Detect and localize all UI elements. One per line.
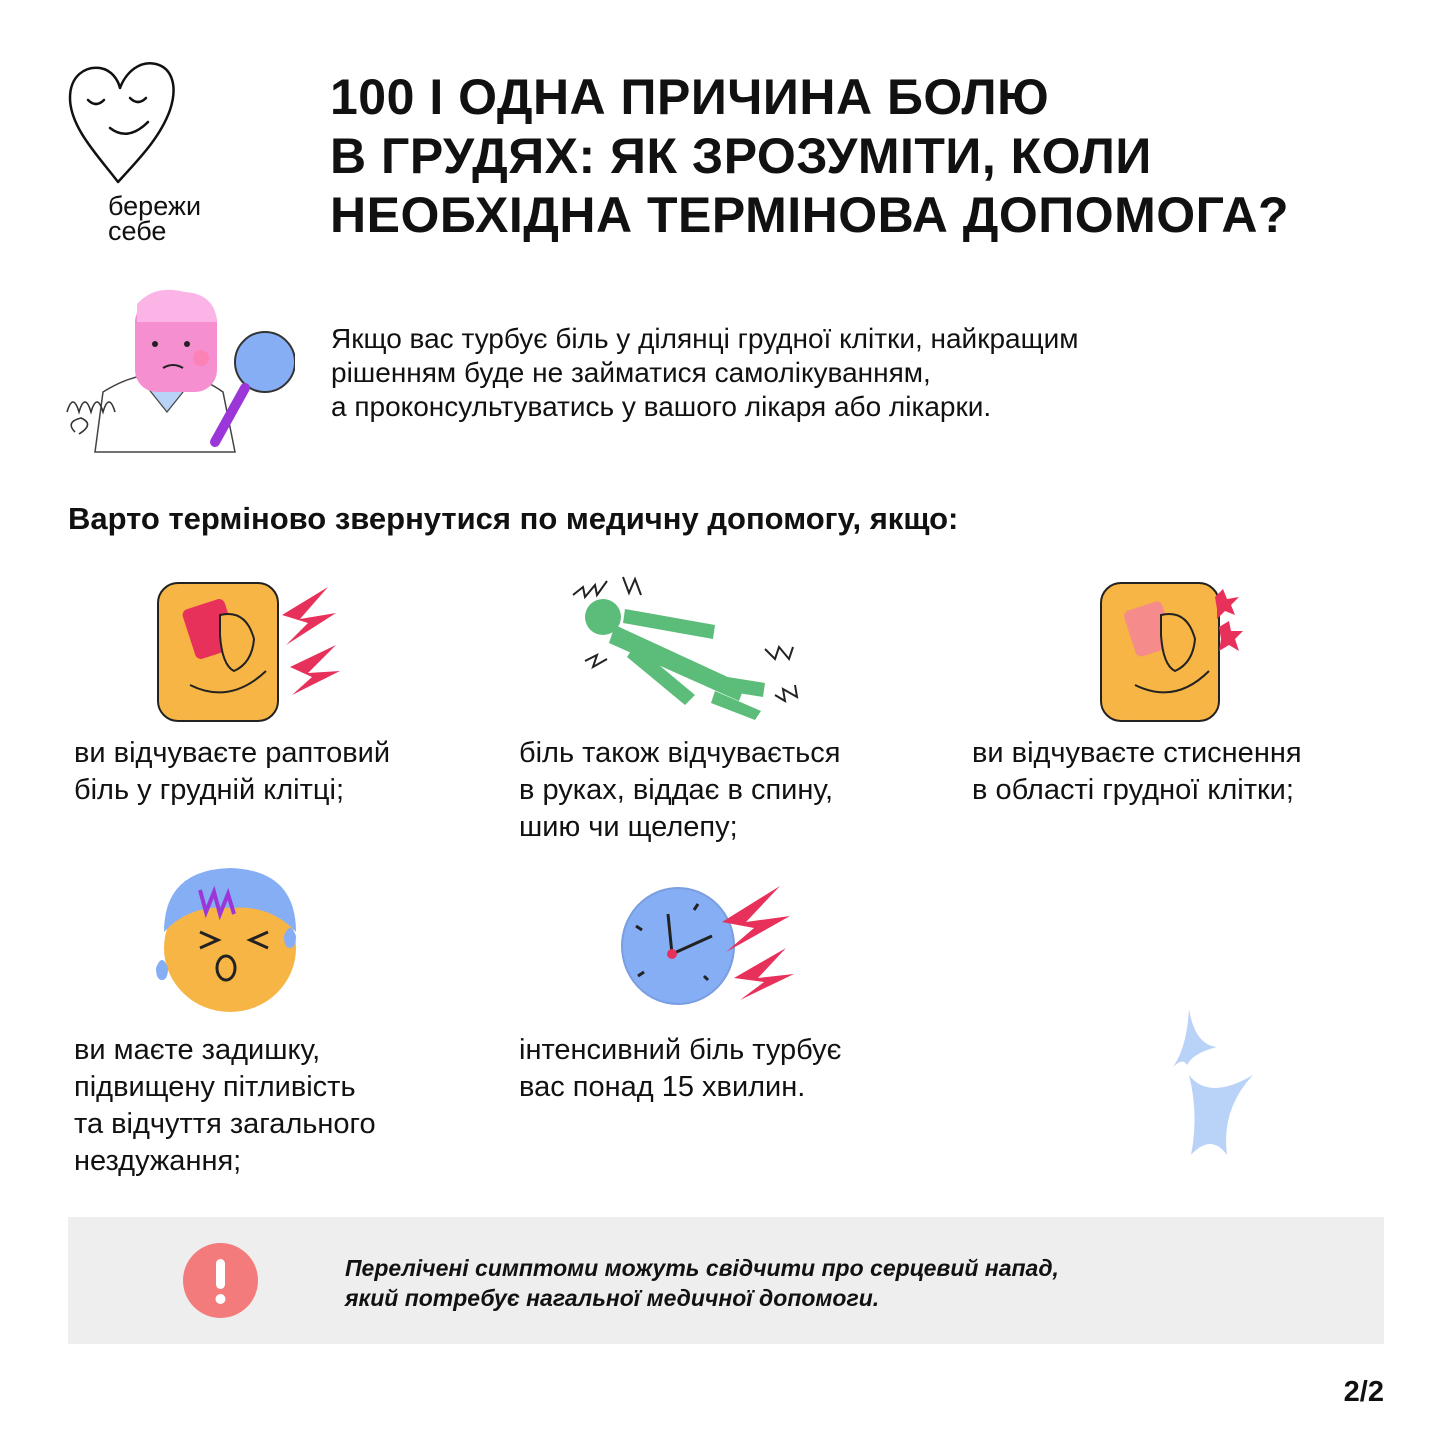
symptom-5-text <box>519 1032 841 1106</box>
symptom-5-line-1: інтенсивний біль турбує <box>519 1034 842 1066</box>
page-number: 2/2 <box>1343 1376 1384 1408</box>
intro-line-3: а проконсультуватись у вашого лікаря або лікарки. <box>331 391 992 422</box>
sweating-face-icon <box>150 860 305 1015</box>
doctor-magnifier-illustration <box>55 282 295 467</box>
symptom-1-line-1: ви відчуваєте раптовий <box>74 737 391 769</box>
symptom-1-line-2: біль у грудній клітці; <box>74 774 345 806</box>
intro-line-1: Якщо вас турбує біль у ділянці грудної клітки, найкращим <box>331 323 1079 354</box>
logo-line-2: себе <box>108 216 167 246</box>
logo-line-1: бережи <box>108 191 202 221</box>
title-line-1: 100 І ОДНА ПРИЧИНА БОЛЮ <box>330 69 1050 125</box>
clock-pain-icon <box>618 882 803 1007</box>
symptom-4-line-2: підвищену пітливість <box>74 1071 356 1103</box>
symptom-4-line-4: нездужання; <box>74 1145 242 1177</box>
title-line-3: НЕОБХІДНА ТЕРМІНОВА ДОПОМОГА? <box>330 187 1289 243</box>
symptom-3-line-2: в області грудної клітки; <box>972 774 1294 806</box>
symptom-4-text <box>74 1032 376 1180</box>
notice-line-1: Перелічені симптоми можуть свідчити про серцевий напад, <box>345 1255 1059 1281</box>
sudden-chest-pain-icon <box>150 575 350 725</box>
symptom-2-line-3: шию чи щелепу; <box>519 811 738 843</box>
page-title <box>330 68 1410 245</box>
symptom-4-line-1: ви маєте задишку, <box>74 1034 321 1066</box>
intro-paragraph <box>331 322 1331 424</box>
logo-text <box>108 191 202 246</box>
notice-text <box>345 1253 1059 1313</box>
warning-notice <box>68 1217 1384 1344</box>
intro-line-2: рішенням буде не займатися самолікуванням, <box>331 357 931 388</box>
radiating-pain-figure-icon <box>565 565 810 720</box>
symptom-2-line-1: біль також відчувається <box>519 737 841 769</box>
logo <box>60 58 250 258</box>
section-heading: Варто терміново звернутися по медичну допомогу, якщо: <box>68 501 959 536</box>
symptom-2-line-2: в руках, віддає в спину, <box>519 774 834 806</box>
symptom-3-text <box>972 735 1302 809</box>
title-line-2: В ГРУДЯХ: ЯК ЗРОЗУМІТИ, КОЛИ <box>330 128 1152 184</box>
symptom-4-line-3: та відчуття загального <box>74 1108 376 1140</box>
heart-logo-icon <box>60 58 190 188</box>
symptom-2-text <box>519 735 840 846</box>
symptom-1-text <box>74 735 390 809</box>
sparkles-icon <box>1165 1005 1260 1160</box>
symptom-5-line-2: вас понад 15 хвилин. <box>519 1071 806 1103</box>
chest-compression-icon <box>1095 575 1255 725</box>
symptom-3-line-1: ви відчуваєте стиснення <box>972 737 1302 769</box>
exclamation-icon <box>183 1243 258 1318</box>
notice-line-2: який потребує нагальної медичної допомоги. <box>345 1285 880 1311</box>
